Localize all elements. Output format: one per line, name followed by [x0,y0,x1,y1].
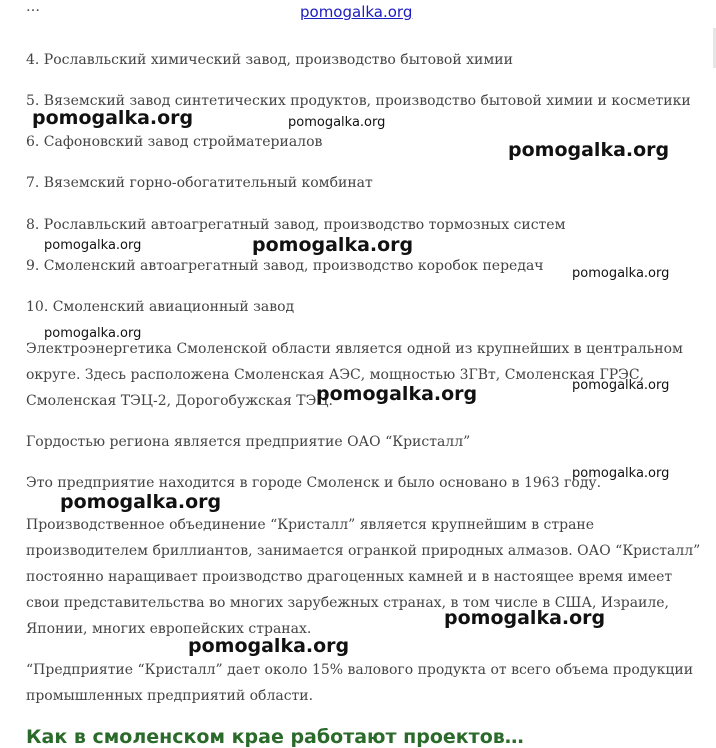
pride-paragraph: Гордостью региона является предприятие ОАО “Кристалл” [26,434,471,450]
list-item: 10. Смоленский авиационный завод [26,299,295,315]
watermark-text: pomogalka.org [288,115,386,130]
watermark-text: pomogalka.org [572,466,670,481]
list-item: 9. Смоленский автоагрегатный завод, производство коробок передач [26,258,544,274]
list-item: 4. Рославльский химический завод, производство бытовой химии [26,52,513,68]
watermark-text: pomogalka.org [44,238,142,253]
kristall-paragraph-line: постоянно наращивает производство драгоценных камней и в настоящее время имеет [26,569,673,585]
watermark-text: pomogalka.org [188,635,350,657]
energy-paragraph-line: Смоленская ТЭЦ-2, Дорогобужская ТЭЦ. [26,393,333,409]
share-paragraph-line: промышленных предприятий области. [26,688,314,704]
list-item: 8. Рославльский автоагрегатный завод, производство тормозных систем [26,217,566,233]
kristall-paragraph-line: Производственное объединение “Кристалл” является крупнейшим в стране [26,517,595,533]
watermark-text: pomogalka.org [60,491,222,513]
watermark-text: pomogalka.org [444,607,606,629]
watermark-text: pomogalka.org [316,383,478,405]
list-item: 5. Вяземский завод синтетических продуктов, производство бытовой химии и косметики [26,93,691,109]
cut-off-text-fragment: … [26,0,40,15]
watermark-text: pomogalka.org [252,234,414,256]
watermark-text: pomogalka.org [572,266,670,281]
next-section-heading: Как в смоленском крае работают проектов… [26,726,524,748]
energy-paragraph-line: округе. Здесь расположена Смоленская АЭС, мощностью 3ГВт, Смоленская ГРЭС, [26,367,645,383]
kristall-paragraph-line: свои представительства во многих зарубежных странах, в том числе в США, Израиле, [26,595,670,611]
share-paragraph-line: “Предприятие “Кристалл” дает около 15% валового продукта от всего объема продукции [26,662,694,678]
kristall-paragraph-line: производителем бриллиантов, занимается огранкой природных алмазов. ОАО “Кристалл” [26,543,701,559]
site-header-link[interactable]: pomogalka.org [300,3,413,21]
watermark-text: pomogalka.org [508,139,670,161]
watermark-text: pomogalka.org [44,326,142,341]
watermark-text: pomogalka.org [32,107,194,129]
watermark-text: pomogalka.org [572,378,670,393]
list-item: 7. Вяземский горно-обогатительный комбинат [26,175,373,191]
list-item: 6. Сафоновский завод стройматериалов [26,134,323,150]
founded-paragraph: Это предприятие находится в городе Смоленск и было основано в 1963 году. [26,475,602,491]
kristall-paragraph-line: Японии, многих европейских странах. [26,621,312,637]
energy-paragraph-line: Электроэнергетика Смоленской области является одной из крупнейших в центральном [26,341,683,357]
